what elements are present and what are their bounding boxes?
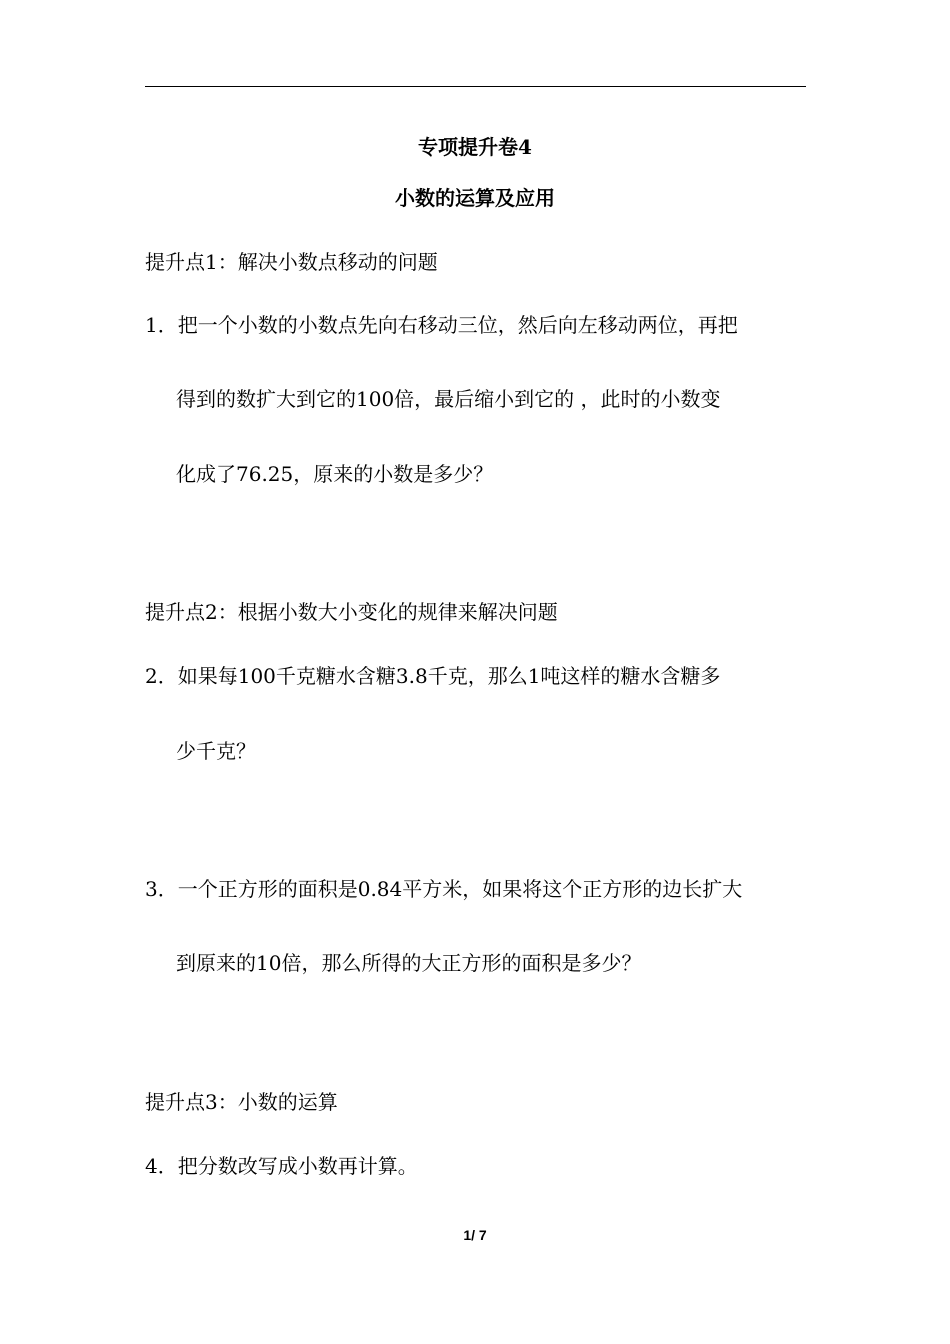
section-heading-1: 提升点1：解决小数点移动的问题 [145,250,438,274]
page-number: 1/ 7 [463,1227,487,1243]
header-rule [145,86,806,87]
question-3-line-2: 到原来的10倍，那么所得的大正方形的面积是多少？ [176,951,642,975]
page-subtitle: 小数的运算及应用 [395,186,555,210]
question-1-line-2: 得到的数扩大到它的100倍，最后缩小到它的 ，此时的小数变 [176,387,721,411]
section-heading-3: 提升点3：小数的运算 [145,1090,338,1114]
section-heading-2: 提升点2：根据小数大小变化的规律来解决问题 [145,600,558,624]
question-1-line-1: 1．把一个小数的小数点先向右移动三位，然后向左移动两位，再把 [145,313,738,337]
question-1-line-3: 化成了76.25，原来的小数是多少？ [176,462,494,486]
question-3-line-1: 3．一个正方形的面积是0.84平方米，如果将这个正方形的边长扩大 [145,877,743,901]
question-2-line-1: 2．如果每100千克糖水含糖3.8千克，那么1吨这样的糖水含糖多 [145,664,721,688]
question-2-line-2: 少千克？ [176,739,256,763]
page-title: 专项提升卷4 [418,135,532,159]
question-4-line-1: 4．把分数改写成小数再计算。 [145,1154,418,1178]
